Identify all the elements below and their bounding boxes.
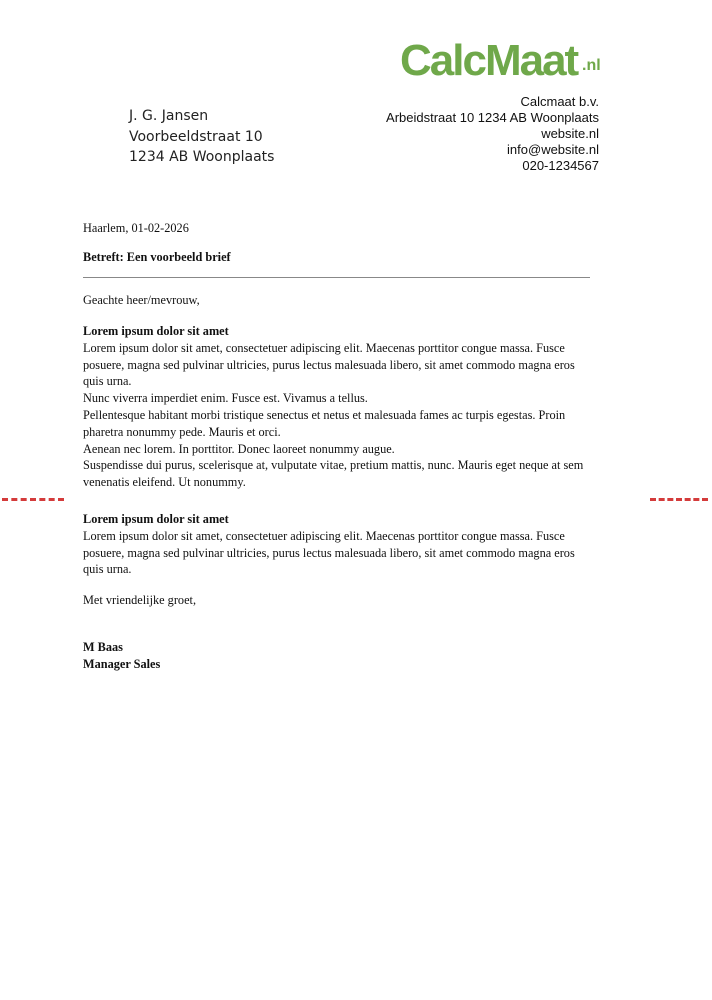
paragraph: Nunc viverra imperdiet enim. Fusce est. Vivamus a tellus. (83, 391, 368, 406)
recipient-name: J. G. Jansen (129, 108, 209, 124)
company-name: Calcmaat b.v. (520, 94, 599, 109)
paragraph: Aenean nec lorem. In porttitor. Donec laoreet nonummy augue. (83, 441, 395, 456)
letter-section-1 (83, 323, 593, 491)
recipient-address-block (129, 106, 274, 168)
letter-section-2 (83, 511, 593, 578)
company-website: website.nl (541, 126, 599, 141)
paragraph: Lorem ipsum dolor sit amet, consectetuer adipiscing elit. Maecenas porttitor congue massa. Fusce posuere, magna sed pulvinar ultricies, purus lectus malesuada libero, sit amet commodo magna eros quis urna. (83, 340, 575, 389)
logo-tld: .nl (582, 57, 601, 74)
logo-wordmark: CalcMaat (400, 36, 578, 85)
subject-divider (83, 277, 590, 278)
greeting: Geachte heer/mevrouw, (83, 293, 200, 307)
section-title: Lorem ipsum dolor sit amet (83, 324, 229, 338)
section-title: Lorem ipsum dolor sit amet (83, 512, 229, 526)
paragraph: Suspendisse dui purus, scelerisque at, vulputate vitae, pretium mattis, nunc. Mauris eget neque at sem venenatis eleifend. Ut nonummy. (83, 458, 584, 490)
recipient-street: Voorbeeldstraat 10 (129, 128, 263, 145)
fold-mark-left (2, 498, 64, 501)
company-logo (400, 36, 600, 86)
recipient-city: 1234 AB Woonplaats (129, 149, 275, 165)
paragraph: Lorem ipsum dolor sit amet, consectetuer adipiscing elit. Maecenas porttitor congue massa. Fusce posuere, magna sed pulvinar ultricies, purus lectus malesuada libero, sit amet commodo magna eros quis urna. (83, 528, 575, 577)
signature-role: Manager Sales (83, 657, 161, 671)
subject-line: Betreft: Een voorbeeld brief (83, 250, 231, 264)
date-line: Haarlem, 01-02-2026 (83, 221, 189, 235)
sender-address-block (386, 94, 599, 174)
company-address: Arbeidstraat 10 1234 AB Woonplaats (386, 110, 599, 125)
signature-name: M Baas (83, 640, 123, 654)
company-phone: 020-1234567 (522, 158, 599, 173)
paragraph: Pellentesque habitant morbi tristique senectus et netus et malesuada fames ac turpis egestas. Proin pharetra nonummy pede. Mauris et orci. (83, 407, 566, 439)
fold-mark-right (650, 498, 708, 501)
closing-line: Met vriendelijke groet, (83, 593, 197, 607)
company-email: info@website.nl (507, 142, 599, 157)
